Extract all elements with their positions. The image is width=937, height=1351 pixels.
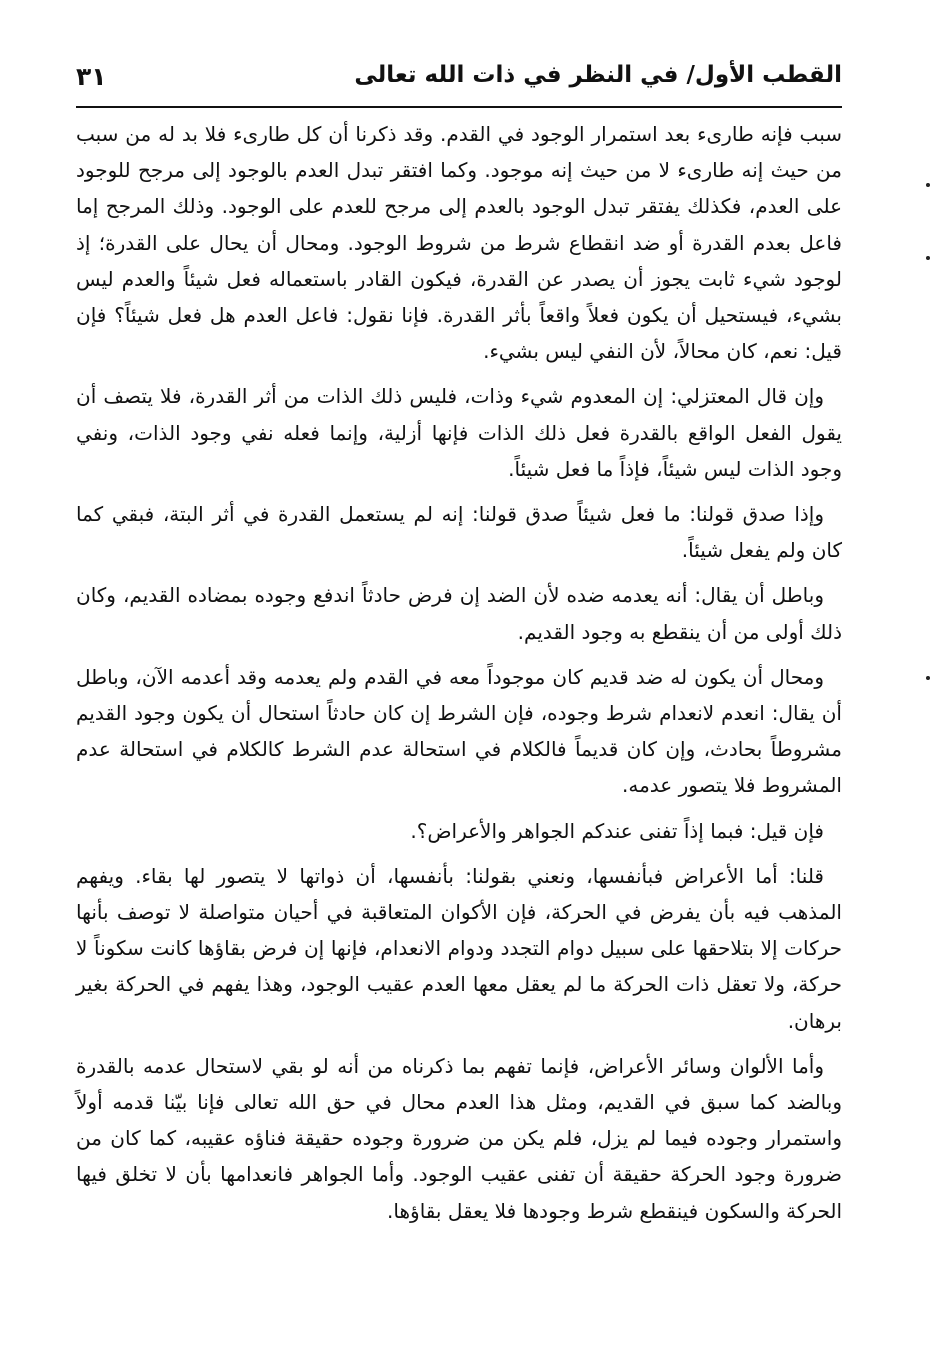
page-number: ٣١ (76, 62, 107, 91)
header-rule (76, 106, 842, 108)
paragraph: ومحال أن يكون له ضد قديم كان موجوداً معه في القدم ولم يعدمه وقد أعدمه الآن، وباطل أن يقال: انعدم لانعدام شرط وجوده، فإن الشرط إن كان حادثاً استحال أن يكون وجود القديم مشروطاً بحادث، وإن كان قديماً فالكلام في استحالة عدم الشرط كالكلام في استحالة عدم المشروط فلا يتصور عدمه. (76, 664, 842, 798)
paragraph: وأما الألوان وسائر الأعراض، فإنما تفهم بما ذكرناه من أنه لو بقي لاستحال عدمه بالقدرة وبالضد كما سبق في القديم، ومثل هذا العدم محال في حق الله تعالى فإنا بيّنا قدمه أولاً واستمرار وجوده فيما لم يزل، فلم يكن من ضرورة وجوده حقيقة فناؤه عقيبه، كما كان من ضرورة وجود الحركة حقيقة أن تفنى عقيب الوجود. وأما الجواهر فانعدامها بأن لا تخلق فيها الحركة والسكون فينقطع شرط وجودها فلا يعقل بقاؤها. (76, 1053, 842, 1223)
paragraph: سبب فإنه طارىء بعد استمرار الوجود في القدم. وقد ذكرنا أن كل طارىء فلا بد له من سبب من حيث إنه طارىء لا من حيث إنه موجود. وكما افتقر تبدل العدم بالوجود إلى مرجح للوجود على العدم، فكذلك يفتقر تبدل الوجود بالعدم إلى مرجح للعدم على الوجود. وذلك المرجح إما فاعل بعدم القدرة أو ضد انقطاع شرط من شروط الوجود. ومحال أن يحال على القدرة؛ إذ لوجود شيء ثابت يجوز أن يصدر عن القدرة، فيكون القادر باستعماله فعل شيئاً والعدم ليس بشيء، فيستحيل أن يكون فعلاً واقعاً بأثر القدرة. فإنا نقول: فاعل العدم هل فعل شيئاً؟ فإن قيل: نعم، كان محالاً، لأن النفي ليس بشيء. (76, 122, 842, 364)
paragraph: وإن قال المعتزلي: إن المعدوم شيء وذات، فليس ذلك الذات من أثر القدرة، فلا يتصف أن يقول الفعل الواقع بالقدرة فعل ذلك الذات فإنها أزلية، وإنما فعله نفي وجود الذات، ونفي وجود الذات ليس شيئاً، فإذاً ما فعل شيئاً. (76, 384, 842, 481)
paragraph: وإذا صدق قولنا: ما فعل شيئاً صدق قولنا: إنه لم يستعمل القدرة في أثر البتة، فبقي كما كان ولم يفعل شيئاً. (76, 502, 842, 563)
paragraph: قلنا: أما الأعراض فبأنفسها، ونعني بقولنا: بأنفسها، أن ذواتها لا يتصور لها بقاء. ويفهم المذهب فيه بأن يفرض في الحركة، فإن الأكوان المتعاقبة في أحيان متواصلة لا توصف بأنها حركات إلا بتلاحقها على سبيل دوام التجدد ودوام الانعدام، فإنها إن فرض بقاؤها كانت سكوناً لا حركة، ولا تعقل ذات الحركة ما لم يعقل معها العدم عقيب الوجود، وهذا يفهم في الحركة بغير برهان. (76, 863, 842, 1033)
body-text (76, 116, 842, 1238)
margin-dot (926, 183, 930, 187)
paragraph: وباطل أن يقال: أنه يعدمه ضده لأن الضد إن فرض حادثاً اندفع وجوده بمضاده القديم، وكان ذلك أولى من أن ينقطع به وجود القديم. (76, 583, 842, 644)
header-title: القطب الأول/ في النظر في ذات الله تعالى (354, 62, 842, 88)
margin-dot (926, 256, 930, 260)
running-header (76, 58, 842, 100)
margin-dot (926, 676, 930, 680)
paragraph: فإن قيل: فبما إذاً تفنى عندكم الجواهر والأعراض؟. (410, 818, 824, 843)
